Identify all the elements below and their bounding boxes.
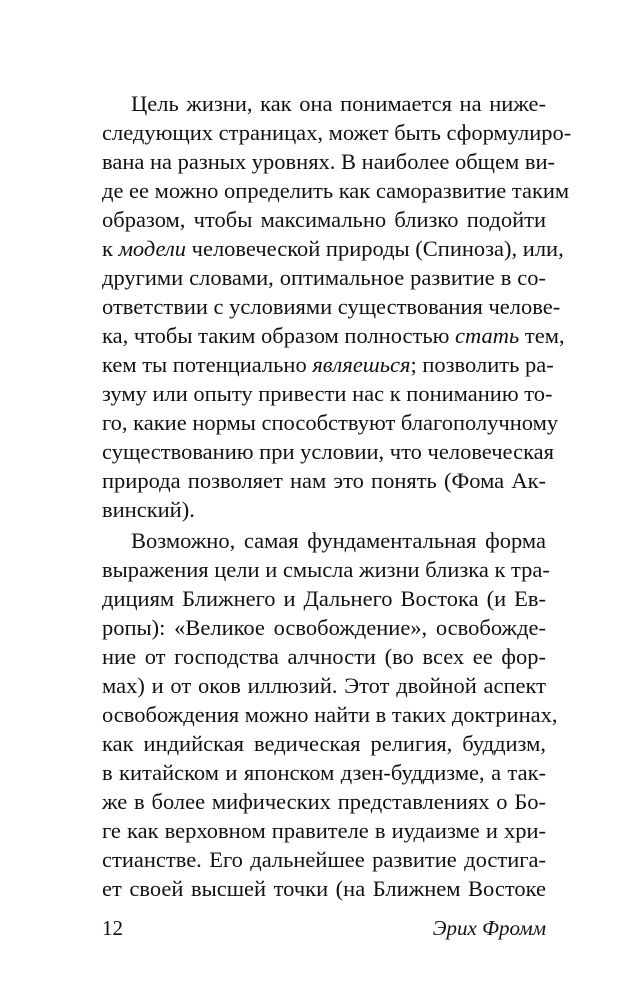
text-span: ге как верховном правителе в иудаизме и хри- [102, 818, 546, 843]
text-span: к [102, 236, 119, 261]
text-line [102, 379, 553, 409]
text-line [102, 350, 554, 380]
text-span: мах) и от оков иллюзий. Этот двойной аспект [102, 673, 546, 698]
text-line [102, 758, 546, 788]
text-span: де ее можно определить как саморазвитие таким [102, 178, 570, 203]
text-span: другими словами, оптимальное развитие в со- [102, 265, 546, 290]
text-line [102, 263, 546, 293]
text-span: выражения цели и смысла жизни близка к тра- [102, 557, 550, 582]
text-span: природа позволяет нам это понять (Фома Ак- [102, 468, 546, 493]
text-span: следующих страницах, может быть сформулиро- [102, 120, 572, 145]
text-line [102, 437, 555, 467]
text-line [102, 642, 546, 672]
text-span: кем ты потенциально [102, 352, 313, 377]
text-line [102, 700, 558, 730]
text-span: зуму или опыту привести нас к пониманию то- [102, 381, 553, 406]
text-span: же в более мифических представлениях о Бо- [102, 789, 546, 814]
text-line [102, 466, 546, 496]
text-span: го, какие нормы способствуют благополучному [102, 410, 559, 435]
text-line [102, 408, 559, 438]
italic-term: стать [455, 323, 520, 348]
text-line [102, 584, 546, 614]
text-span: вана на разных уровнях. В наиболее общем ви- [102, 149, 555, 174]
text-span: ние от господства алчности (во всех ее фор- [102, 644, 546, 669]
text-line [102, 613, 546, 643]
text-span: ет своей высшей точки (на Ближнем Востоке [102, 876, 546, 901]
text-span: ропы): «Великое освобождение», освобожде- [102, 615, 546, 640]
text-span: винский). [102, 497, 195, 522]
running-footer-author: Эрих Фромм [432, 916, 546, 940]
text-line [102, 147, 555, 177]
text-span: существованию при условии, что человеческая [102, 439, 555, 464]
text-span: как индийская ведическая религия, буддизм, [102, 731, 546, 756]
text-line [102, 495, 546, 525]
text-line [102, 118, 572, 148]
text-line [102, 874, 546, 904]
italic-term: модели [118, 236, 187, 261]
text-line [102, 205, 546, 235]
text-line [102, 321, 565, 351]
italic-term: являешься [312, 352, 411, 377]
text-line [102, 234, 564, 264]
text-span: стианстве. Его дальнейшее развитие достига- [102, 847, 546, 872]
text-span: освобождения можно найти в таких доктринах, [102, 702, 558, 727]
text-span: ; позволить ра- [410, 352, 554, 377]
text-span: ответствии с условиями существования челове- [102, 294, 561, 319]
text-span: ка, чтобы таким образом полностью [102, 323, 456, 348]
text-line [102, 816, 546, 846]
text-line [102, 555, 550, 585]
text-span: дициям Ближнего и Дальнего Востока (и Ев- [102, 586, 546, 611]
text-span: в китайском и японском дзен-буддизме, а так- [102, 760, 546, 785]
text-line [102, 671, 546, 701]
text-line [102, 787, 546, 817]
text-line [131, 89, 546, 119]
text-line [131, 526, 546, 556]
text-line [102, 845, 546, 875]
text-line [102, 176, 570, 206]
text-span: Цель жизни, как она понимается на ниже- [131, 91, 546, 116]
text-span: тем, [519, 323, 565, 348]
page-number: 12 [102, 916, 123, 940]
text-line [102, 729, 546, 759]
text-span: человеческой природы (Спиноза), или, [186, 236, 564, 261]
text-span: Возможно, самая фундаментальная форма [131, 528, 546, 553]
text-line [102, 292, 561, 322]
text-span: образом, чтобы максимально близко подойти [102, 207, 546, 232]
